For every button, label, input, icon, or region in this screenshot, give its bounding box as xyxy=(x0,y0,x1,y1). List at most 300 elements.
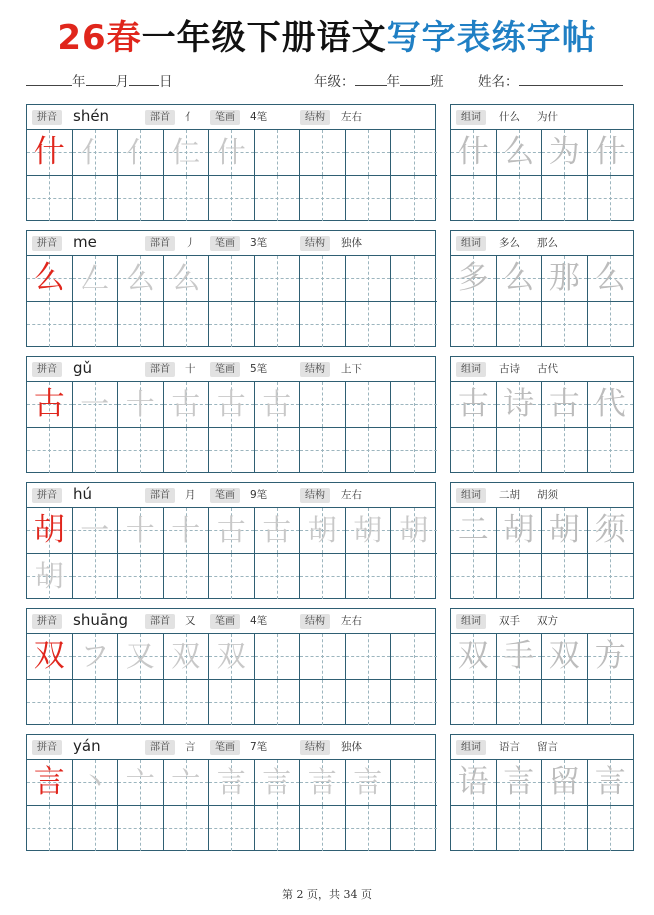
grid-cell[interactable] xyxy=(300,130,346,176)
grid-cell[interactable] xyxy=(209,130,255,176)
grid-cell[interactable] xyxy=(255,508,301,554)
grid-cell[interactable] xyxy=(497,176,543,222)
grid-cell[interactable] xyxy=(451,508,497,554)
guide-line xyxy=(322,680,323,726)
grid-cell[interactable] xyxy=(542,130,588,176)
guide-line xyxy=(140,680,141,726)
grid-cell[interactable] xyxy=(346,382,392,428)
grid-cell[interactable] xyxy=(391,428,437,474)
char-block xyxy=(26,230,436,347)
grid-cell[interactable] xyxy=(300,428,346,474)
guide-line xyxy=(231,176,232,222)
grid-cell[interactable] xyxy=(391,760,437,806)
grid-cell[interactable] xyxy=(300,302,346,348)
grid-cell[interactable] xyxy=(164,806,210,852)
grid-cell[interactable] xyxy=(588,302,634,348)
trace-char: 亠 xyxy=(171,765,201,799)
guide-line xyxy=(368,806,369,852)
word-char: 那 xyxy=(548,260,580,296)
grid-cell[interactable] xyxy=(451,806,497,852)
trace-char: 亻 xyxy=(80,135,110,169)
grid-cell[interactable] xyxy=(209,680,255,726)
grid-cell[interactable] xyxy=(209,256,255,302)
grid-cell[interactable] xyxy=(497,130,543,176)
radical-label: 部首 xyxy=(145,236,175,251)
grid-cell[interactable] xyxy=(73,760,119,806)
grid-cell[interactable] xyxy=(497,806,543,852)
grid-cell[interactable] xyxy=(209,176,255,222)
page-footer: 第 2 页，共 34 页 xyxy=(282,888,372,901)
guide-line xyxy=(414,130,415,175)
grid-cell[interactable] xyxy=(164,382,210,428)
grid-cell[interactable] xyxy=(497,554,543,600)
grid-cell[interactable] xyxy=(118,302,164,348)
grid-cell[interactable] xyxy=(118,428,164,474)
grid-cell[interactable] xyxy=(346,176,392,222)
grid-cell[interactable] xyxy=(255,130,301,176)
grid-cell[interactable] xyxy=(588,680,634,726)
grid-cell[interactable] xyxy=(542,176,588,222)
strokes-label: 笔画 xyxy=(210,110,240,125)
words-block xyxy=(450,356,634,473)
grid-cell[interactable] xyxy=(391,256,437,302)
guide-line xyxy=(519,806,520,852)
guide-line xyxy=(186,302,187,348)
strokes-label: 笔画 xyxy=(210,614,240,629)
day-label: 日 xyxy=(159,74,173,90)
pinyin-label: 拼音 xyxy=(32,110,62,125)
char-block xyxy=(26,104,436,221)
grid-cell[interactable] xyxy=(451,302,497,348)
word-char: 什 xyxy=(594,134,626,170)
trace-char: 言 xyxy=(353,765,383,799)
grid-cell[interactable] xyxy=(118,382,164,428)
trace-char: 亻 xyxy=(125,135,155,169)
guide-line xyxy=(368,382,369,427)
guide-line xyxy=(610,428,611,474)
title-part1: 26春 xyxy=(57,18,142,58)
grid-cell[interactable] xyxy=(346,806,392,852)
model-char: 古 xyxy=(33,386,65,422)
words-label: 组词 xyxy=(456,614,486,629)
char-block xyxy=(26,482,436,599)
guide-line xyxy=(186,176,187,222)
grid-cell[interactable] xyxy=(118,554,164,600)
grid-cell[interactable] xyxy=(542,806,588,852)
grid-cell[interactable] xyxy=(255,680,301,726)
guide-line xyxy=(368,680,369,726)
model-char: 么 xyxy=(33,260,65,296)
grid-cell[interactable] xyxy=(542,634,588,680)
grid-cell[interactable] xyxy=(391,508,437,554)
grid-cell[interactable] xyxy=(255,382,301,428)
grid-cell[interactable] xyxy=(73,256,119,302)
grid-cell[interactable] xyxy=(300,256,346,302)
grid-cell[interactable] xyxy=(27,256,73,302)
grid-cell[interactable] xyxy=(497,428,543,474)
grid-cell[interactable] xyxy=(73,806,119,852)
grid-cell[interactable] xyxy=(451,760,497,806)
grid-cell[interactable] xyxy=(497,680,543,726)
guide-line xyxy=(322,634,323,679)
guide-line xyxy=(277,806,278,852)
guide-line xyxy=(95,806,96,852)
radical-label: 部首 xyxy=(145,740,175,755)
char-block xyxy=(26,356,436,473)
grid-cell[interactable] xyxy=(73,176,119,222)
grid-cell[interactable] xyxy=(27,428,73,474)
grid-cell[interactable] xyxy=(164,760,210,806)
word-char: 多 xyxy=(457,260,489,296)
grid-cell[interactable] xyxy=(451,680,497,726)
grid-cell[interactable] xyxy=(391,554,437,600)
grid-cell[interactable] xyxy=(118,806,164,852)
grid-cell[interactable] xyxy=(27,508,73,554)
grid-cell[interactable] xyxy=(451,634,497,680)
trace-char: 么 xyxy=(171,261,201,295)
guide-line xyxy=(322,554,323,600)
trace-char: フ xyxy=(80,639,110,673)
trace-char: 言 xyxy=(307,765,337,799)
grid-cell[interactable] xyxy=(73,634,119,680)
grid-cell[interactable] xyxy=(73,508,119,554)
grid-cell[interactable] xyxy=(588,176,634,222)
guide-line xyxy=(322,176,323,222)
guide-line xyxy=(519,176,520,222)
guide-line xyxy=(277,130,278,175)
grid-cell[interactable] xyxy=(588,806,634,852)
guide-line xyxy=(322,806,323,852)
grid-cell[interactable] xyxy=(588,760,634,806)
structure-value: 左右 xyxy=(341,489,362,501)
grid-cell[interactable] xyxy=(73,428,119,474)
grid-cell[interactable] xyxy=(588,382,634,428)
words-label: 组词 xyxy=(456,110,486,125)
word-value: 什么 xyxy=(499,111,520,123)
guide-line xyxy=(95,428,96,474)
grid-cell[interactable] xyxy=(300,806,346,852)
grid-cell[interactable] xyxy=(209,806,255,852)
guide-line xyxy=(140,806,141,852)
grid-cell[interactable] xyxy=(300,554,346,600)
grid-cell[interactable] xyxy=(164,554,210,600)
grid-cell[interactable] xyxy=(27,554,73,600)
grid-cell[interactable] xyxy=(255,302,301,348)
char-header xyxy=(27,483,435,508)
grid-cell[interactable] xyxy=(300,176,346,222)
word-char: 手 xyxy=(503,638,535,674)
strokes-label: 笔画 xyxy=(210,236,240,251)
trace-char: 古 xyxy=(216,513,246,547)
char-block xyxy=(26,734,436,851)
grid-cell[interactable] xyxy=(300,760,346,806)
grid-cell[interactable] xyxy=(209,554,255,600)
info-row xyxy=(26,72,632,94)
grid-cell[interactable] xyxy=(542,508,588,554)
grid-cell[interactable] xyxy=(118,760,164,806)
grid-cell[interactable] xyxy=(391,130,437,176)
guide-line xyxy=(610,806,611,852)
guide-line xyxy=(322,382,323,427)
grid-cell[interactable] xyxy=(27,382,73,428)
grid-cell[interactable] xyxy=(451,382,497,428)
word-char: 语 xyxy=(457,764,489,800)
trace-char: 亠 xyxy=(125,765,155,799)
grid-cell[interactable] xyxy=(588,256,634,302)
word-value: 留言 xyxy=(537,741,558,753)
words-label: 组词 xyxy=(456,236,486,251)
trace-char: 古 xyxy=(262,513,292,547)
trace-char: 十 xyxy=(125,387,155,421)
word-char: 双 xyxy=(548,638,580,674)
grid-cell[interactable] xyxy=(542,428,588,474)
guide-line xyxy=(368,428,369,474)
word-char: 言 xyxy=(503,764,535,800)
guide-line xyxy=(610,554,611,600)
grid-cell[interactable] xyxy=(542,554,588,600)
name-label: 姓名： xyxy=(478,74,519,90)
grid-cell[interactable] xyxy=(209,760,255,806)
grid-cell[interactable] xyxy=(588,554,634,600)
grid-cell[interactable] xyxy=(164,256,210,302)
grid-cell[interactable] xyxy=(118,130,164,176)
name-field[interactable] xyxy=(478,72,623,92)
grid-cell[interactable] xyxy=(346,130,392,176)
trace-char: 又 xyxy=(125,639,155,673)
grid-cell[interactable] xyxy=(391,176,437,222)
grid-cell[interactable] xyxy=(118,508,164,554)
structure-label: 结构 xyxy=(300,740,330,755)
word-value: 多么 xyxy=(499,237,520,249)
grade-field[interactable] xyxy=(314,72,444,92)
grid-cell[interactable] xyxy=(588,130,634,176)
guide-line xyxy=(95,554,96,600)
guide-line xyxy=(368,554,369,600)
guide-line xyxy=(473,806,474,852)
radical-value: 十 xyxy=(185,363,196,375)
grid-cell[interactable] xyxy=(27,680,73,726)
grid-cell[interactable] xyxy=(27,760,73,806)
grid-cell[interactable] xyxy=(27,130,73,176)
grid-cell[interactable] xyxy=(346,428,392,474)
guide-line xyxy=(414,302,415,348)
model-char: 什 xyxy=(33,134,65,170)
word-value: 二胡 xyxy=(499,489,520,501)
radical-value: 丿 xyxy=(185,237,196,249)
guide-line xyxy=(368,302,369,348)
structure-label: 结构 xyxy=(300,362,330,377)
grid-cell[interactable] xyxy=(164,302,210,348)
grid-cell[interactable] xyxy=(118,256,164,302)
guide-line xyxy=(49,176,50,222)
word-char: 为 xyxy=(548,134,580,170)
guide-line xyxy=(414,382,415,427)
guide-line xyxy=(186,554,187,600)
grade-label: 年级： xyxy=(314,74,355,90)
guide-line xyxy=(140,302,141,348)
grid-cell[interactable] xyxy=(300,382,346,428)
grid-cell[interactable] xyxy=(209,302,255,348)
grid-cell[interactable] xyxy=(542,760,588,806)
grid-cell[interactable] xyxy=(209,508,255,554)
grid-cell[interactable] xyxy=(391,302,437,348)
grid-cell[interactable] xyxy=(255,554,301,600)
grid-cell[interactable] xyxy=(164,508,210,554)
grid-cell[interactable] xyxy=(164,176,210,222)
word-char: 古 xyxy=(548,386,580,422)
class-label: 班 xyxy=(430,74,444,90)
pinyin-label: 拼音 xyxy=(32,740,62,755)
guide-line xyxy=(140,554,141,600)
pinyin-value: gǔ xyxy=(73,359,93,377)
grid-cell[interactable] xyxy=(164,680,210,726)
guide-line xyxy=(277,554,278,600)
grid-cell[interactable] xyxy=(118,634,164,680)
grade-year-label: 年 xyxy=(386,74,400,90)
guide-line xyxy=(414,428,415,474)
grid-cell[interactable] xyxy=(451,428,497,474)
grid-cell[interactable] xyxy=(497,382,543,428)
grid-cell[interactable] xyxy=(497,256,543,302)
grid-cell[interactable] xyxy=(542,302,588,348)
word-value: 古诗 xyxy=(499,363,520,375)
grid-cell[interactable] xyxy=(346,554,392,600)
grid-cell[interactable] xyxy=(209,382,255,428)
pinyin-value: hú xyxy=(73,485,93,503)
guide-line xyxy=(231,428,232,474)
trace-char: 胡 xyxy=(34,558,64,593)
grid-cell[interactable] xyxy=(164,634,210,680)
guide-line xyxy=(322,302,323,348)
grid-cell[interactable] xyxy=(164,428,210,474)
grid-cell[interactable] xyxy=(346,760,392,806)
words-label: 组词 xyxy=(456,362,486,377)
guide-line xyxy=(473,176,474,222)
word-char: 什 xyxy=(457,134,489,170)
trace-char: 丶 xyxy=(80,765,110,799)
guide-line xyxy=(49,680,50,726)
grid-cell[interactable] xyxy=(391,680,437,726)
grid-cell[interactable] xyxy=(255,806,301,852)
grid-cell[interactable] xyxy=(346,634,392,680)
grid-cell[interactable] xyxy=(27,176,73,222)
grid-cell[interactable] xyxy=(73,680,119,726)
trace-char: 古 xyxy=(171,387,201,421)
structure-label: 结构 xyxy=(300,110,330,125)
guide-line xyxy=(277,256,278,301)
trace-char: 言 xyxy=(216,765,246,799)
trace-char: 仁 xyxy=(171,135,201,169)
trace-char: 𠃋 xyxy=(80,261,110,295)
guide-line xyxy=(231,302,232,348)
trace-char: 双 xyxy=(216,639,246,673)
grid-cell[interactable] xyxy=(255,256,301,302)
grid-cell[interactable] xyxy=(346,680,392,726)
grid-cell[interactable] xyxy=(118,680,164,726)
grid-cell[interactable] xyxy=(588,428,634,474)
grid-cell[interactable] xyxy=(300,508,346,554)
grid-cell[interactable] xyxy=(542,680,588,726)
grid-cell[interactable] xyxy=(497,634,543,680)
guide-line xyxy=(610,176,611,222)
grid-cell[interactable] xyxy=(27,806,73,852)
grid-cell[interactable] xyxy=(391,634,437,680)
trace-char: 十 xyxy=(171,513,201,547)
model-char: 双 xyxy=(33,638,65,674)
grid-cell[interactable] xyxy=(73,554,119,600)
grid-cell[interactable] xyxy=(451,554,497,600)
char-block xyxy=(26,608,436,725)
grid-cell[interactable] xyxy=(588,634,634,680)
guide-line xyxy=(610,302,611,348)
grid-cell[interactable] xyxy=(255,760,301,806)
grid-cell[interactable] xyxy=(451,256,497,302)
date-field[interactable] xyxy=(26,72,173,92)
grid-cell[interactable] xyxy=(73,382,119,428)
words-block xyxy=(450,104,634,221)
guide-line xyxy=(368,130,369,175)
grid-cell[interactable] xyxy=(542,382,588,428)
grid-cell[interactable] xyxy=(255,428,301,474)
grid-cell[interactable] xyxy=(164,130,210,176)
word-char: 么 xyxy=(503,134,535,170)
grid-cell[interactable] xyxy=(346,302,392,348)
guide-line xyxy=(473,428,474,474)
word-char: 代 xyxy=(594,386,626,422)
grid-cell[interactable] xyxy=(209,634,255,680)
model-char: 胡 xyxy=(33,512,65,548)
words-header xyxy=(451,105,633,130)
trace-char: 胡 xyxy=(399,513,429,547)
grid-cell[interactable] xyxy=(300,634,346,680)
guide-line xyxy=(414,554,415,600)
grid-cell[interactable] xyxy=(497,508,543,554)
grid-cell[interactable] xyxy=(391,382,437,428)
guide-line xyxy=(186,806,187,852)
grid-cell[interactable] xyxy=(346,256,392,302)
guide-line xyxy=(231,680,232,726)
grid-cell[interactable] xyxy=(497,760,543,806)
grid-cell[interactable] xyxy=(73,302,119,348)
grid-cell[interactable] xyxy=(255,634,301,680)
guide-line xyxy=(95,176,96,222)
radical-value: 月 xyxy=(185,489,196,501)
grid-cell[interactable] xyxy=(73,130,119,176)
guide-line xyxy=(186,428,187,474)
grid-cell[interactable] xyxy=(542,256,588,302)
structure-value: 左右 xyxy=(341,111,362,123)
grid-cell[interactable] xyxy=(346,508,392,554)
grid-cell[interactable] xyxy=(300,680,346,726)
word-value: 那么 xyxy=(537,237,558,249)
guide-line xyxy=(95,302,96,348)
grid-cell[interactable] xyxy=(27,302,73,348)
radical-label: 部首 xyxy=(145,110,175,125)
word-char: 双 xyxy=(457,638,489,674)
radical-label: 部首 xyxy=(145,488,175,503)
grid-cell[interactable] xyxy=(588,508,634,554)
grid-cell[interactable] xyxy=(451,130,497,176)
grid-cell[interactable] xyxy=(118,176,164,222)
strokes-value: 5笔 xyxy=(250,363,268,375)
grid-cell[interactable] xyxy=(497,302,543,348)
grid-cell[interactable] xyxy=(451,176,497,222)
grid-cell[interactable] xyxy=(209,428,255,474)
grid-cell[interactable] xyxy=(255,176,301,222)
grid-cell[interactable] xyxy=(391,806,437,852)
guide-line xyxy=(564,680,565,726)
grid-cell[interactable] xyxy=(27,634,73,680)
